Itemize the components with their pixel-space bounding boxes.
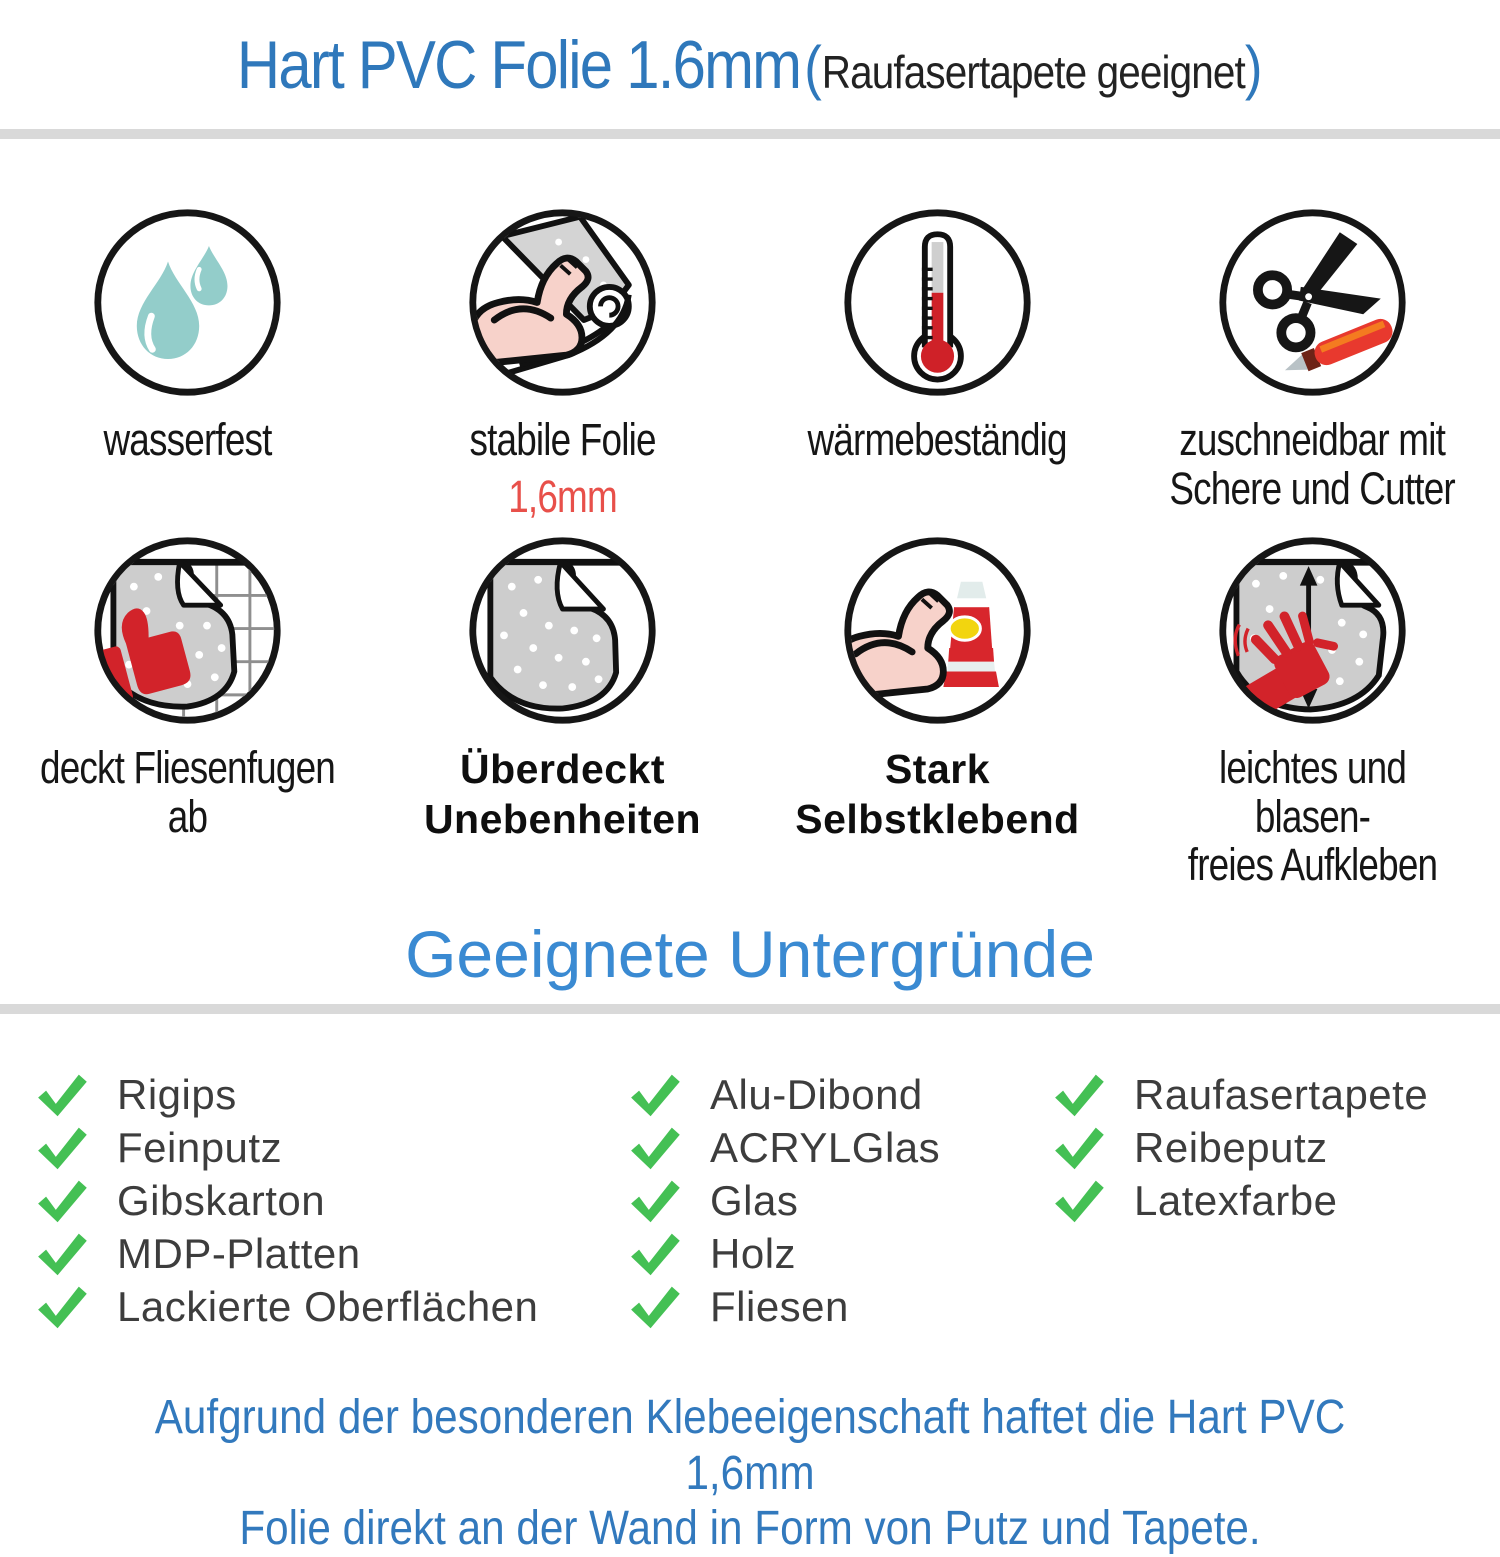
title-paren-close: ) [1245, 34, 1263, 101]
feature-caption [103, 416, 271, 465]
surface-item [628, 1121, 940, 1174]
surface-label: Rigips [117, 1070, 237, 1118]
check-icon [35, 1125, 89, 1171]
check-icon [628, 1072, 682, 1118]
feature-caption [34, 744, 342, 841]
feature-aufkleben [1125, 533, 1500, 890]
scissors-cutter-icon [1215, 205, 1410, 400]
check-icon [628, 1178, 682, 1224]
feature-selbstklebend [750, 533, 1125, 890]
surface-item [628, 1227, 940, 1280]
check-icon [1052, 1125, 1106, 1171]
surfaces-heading: Geeignete Untergründe [405, 917, 1095, 991]
surface-label: Reibeputz [1134, 1123, 1328, 1171]
feature-caption [469, 416, 655, 521]
surface-label: ACRYLGlas [710, 1123, 941, 1171]
check-icon [35, 1284, 89, 1330]
foil-fold-icon [465, 533, 660, 728]
surface-item [1052, 1174, 1428, 1227]
surface-label: Fliesen [710, 1282, 849, 1330]
thumb-up-tiles-icon [90, 533, 285, 728]
surface-label: Holz [710, 1229, 797, 1277]
title-main: Hart PVC Folie 1.6mm [237, 27, 801, 103]
caption-highlight: 1,6mm [508, 470, 617, 522]
arm-glue-tube-icon [840, 533, 1035, 728]
feature-zuschneidbar [1125, 205, 1500, 533]
feature-caption [1159, 744, 1467, 890]
surface-label: MDP-Platten [117, 1229, 361, 1277]
surface-label: Lackierte Oberflächen [117, 1282, 539, 1330]
water-drops-icon [90, 205, 285, 400]
surface-label: Feinputz [117, 1123, 283, 1171]
title-subtitle: Raufasertapete geeignet [822, 46, 1246, 98]
footer-line: Aufgrund der besonderen Klebeeigenschaft haftet die Hart PVC 1,6mm [154, 1391, 1346, 1500]
check-icon [35, 1231, 89, 1277]
caption-line: Stark [884, 746, 991, 792]
caption-line: deckt Fliesenfugen ab [40, 742, 335, 842]
caption-line: Schere und Cutter [1169, 462, 1456, 514]
check-icon [1052, 1072, 1106, 1118]
surfaces-column-2 [628, 1068, 940, 1333]
surface-item [628, 1280, 940, 1333]
check-icon [628, 1125, 682, 1171]
footer-note [0, 1390, 1500, 1557]
feature-waermebestaendig [750, 205, 1125, 533]
title-paren-open: ( [804, 34, 823, 101]
surface-item [628, 1174, 940, 1227]
feature-unebenheiten [375, 533, 750, 890]
caption-line: freies Aufkleben [1187, 839, 1438, 891]
caption-line: leichtes und blasen- [1218, 742, 1407, 842]
feature-stabile-folie [375, 205, 750, 533]
surface-item [35, 1280, 538, 1333]
caption-line: wasserfest [103, 414, 272, 465]
surface-label: Alu-Dibond [710, 1070, 923, 1118]
hand-apply-icon [1215, 533, 1410, 728]
caption-line: Überdeckt [459, 746, 665, 792]
feature-caption [424, 744, 701, 844]
check-icon [628, 1284, 682, 1330]
check-icon [35, 1072, 89, 1118]
surface-item [35, 1121, 538, 1174]
thermometer-icon [840, 205, 1035, 400]
feature-caption [795, 744, 1079, 844]
surface-label: Latexfarbe [1134, 1176, 1338, 1224]
feature-fliesenfugen [0, 533, 375, 890]
surface-item [1052, 1068, 1428, 1121]
surface-label: Raufasertapete [1134, 1070, 1429, 1118]
caption-line: zuschneidbar mit [1179, 414, 1446, 465]
surfaces-list [0, 1068, 1500, 1358]
surfaces-column-1 [35, 1068, 538, 1333]
caption-line: Selbstklebend [795, 796, 1080, 843]
check-icon [628, 1231, 682, 1277]
feature-caption [808, 416, 1067, 465]
surface-item [1052, 1121, 1428, 1174]
page-title [0, 26, 1500, 104]
divider-middle [0, 1004, 1500, 1014]
features-grid [0, 205, 1500, 890]
feature-wasserfest [0, 205, 375, 533]
surface-item [35, 1068, 538, 1121]
feature-caption [1170, 416, 1456, 513]
caption-line: wärmebeständig [807, 414, 1068, 465]
check-icon [1052, 1178, 1106, 1224]
surface-item [35, 1227, 538, 1280]
caption-line: stabile Folie [469, 414, 656, 465]
surface-label: Gibskarton [117, 1176, 326, 1224]
surface-item [628, 1068, 940, 1121]
footer-line: Folie direkt an der Wand in Form von Putz und Tapete. [239, 1502, 1261, 1556]
surface-item [35, 1174, 538, 1227]
strong-foil-arm-icon [465, 205, 660, 400]
divider-top [0, 129, 1500, 139]
surface-label: Glas [710, 1176, 799, 1224]
caption-line: Unebenheiten [423, 796, 702, 843]
surfaces-column-3 [1052, 1068, 1428, 1227]
check-icon [35, 1178, 89, 1224]
